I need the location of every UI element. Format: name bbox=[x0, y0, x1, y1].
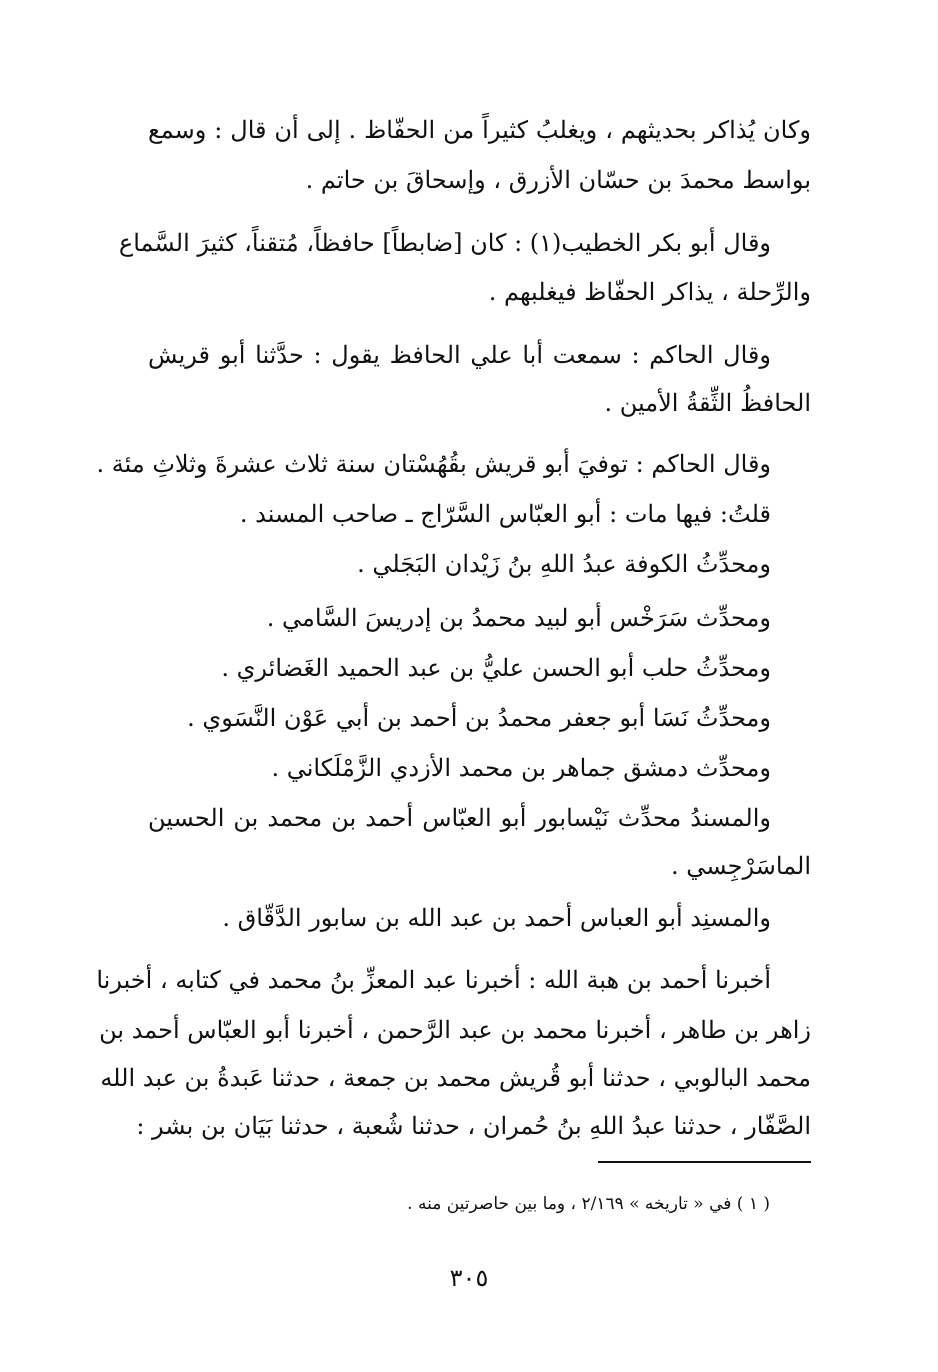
text-line: ومحدِّث سَرَخْس أبو لبيد محمدُ بن إدريسَ السَّامي . bbox=[266, 604, 771, 632]
text-line: والمسندُ محدِّث نَيْسابور أبو العبّاس أحمد بن محمد بن الحسين bbox=[148, 804, 772, 832]
text-line: ومحدِّث دمشق جماهر بن محمد الأزدي الزَّمْلَكاني . bbox=[271, 754, 771, 782]
text-line: أخبرنا أحمد بن هبة الله : أخبرنا عبد المعزِّ بنُ محمد في كتابه ، أخبرنا bbox=[96, 966, 771, 994]
text-line: ومحدِّثُ الكوفة عبدُ اللهِ بنُ زَيْدان البَجَلي . bbox=[357, 550, 771, 578]
text-line: زاهر بن طاهر ، أخبرنا محمد بن عبد الرَّحمن ، أخبرنا أبو العبّاس أحمد بن bbox=[99, 1016, 811, 1044]
text-line: ومحدِّثُ حلب أبو الحسن عليُّ بن عبد الحميد الغَضائري . bbox=[221, 654, 771, 682]
text-line: ومحدِّثُ نَسَا أبو جعفر محمدُ بن أحمد بن أبي عَوْن النَّسَوي . bbox=[187, 704, 771, 732]
text-line: الصَّفّار ، حدثنا عبدُ اللهِ بنُ حُمران ، حدثنا شُعبة ، حدثنا بَيَان بن بشر : bbox=[136, 1112, 811, 1140]
footnote: ( ١ ) في « تاريخه » ٢/١٦٩ ، وما بين حاصرتين منه . bbox=[407, 1194, 770, 1214]
text-line: والمسنِد أبو العباس أحمد بن عبد الله بن سابور الدَّقّاق . bbox=[222, 904, 771, 932]
text-line: وقال الحاكم : سمعت أبا علي الحافظ يقول : حدَّثنا أبو قريش bbox=[148, 341, 771, 369]
text-line: قلتُ: فيها مات : أبو العبّاس السَّرّاج ـ صاحب المسند . bbox=[239, 500, 771, 528]
text-line: وقال الحاكم : توفيَ أبو قريش بقُهُسْتان سنة ثلاث عشرةَ وثلاثِ مئة . bbox=[96, 450, 771, 478]
text-line: وقال أبو بكر الخطيب(١) : كان [ضابطاً] حافظاً، مُتقناً، كثيرَ السَّماع bbox=[118, 229, 771, 257]
page-number: ٣٠٥ bbox=[449, 1264, 489, 1292]
text-line: بواسط محمدَ بن حسّان الأزرق ، وإسحاقَ بن حاتم . bbox=[305, 166, 811, 194]
text-line: والرِّحلة ، يذاكر الحفّاظ فيغلبهم . bbox=[488, 278, 811, 306]
text-line: وكان يُذاكر بحديثهم ، ويغلبُ كثيراً من الحفّاظ . إلى أن قال : وسمع bbox=[148, 116, 811, 144]
text-line: الماسَرْجِسي . bbox=[670, 852, 811, 880]
footnote-separator bbox=[598, 1161, 811, 1163]
text-line: الحافظُ الثِّقةُ الأمين . bbox=[604, 389, 811, 417]
text-line: محمد البالوبي ، حدثنا أبو قُريش محمد بن جمعة ، حدثنا عَبدةُ بن عبد الله bbox=[100, 1064, 811, 1092]
